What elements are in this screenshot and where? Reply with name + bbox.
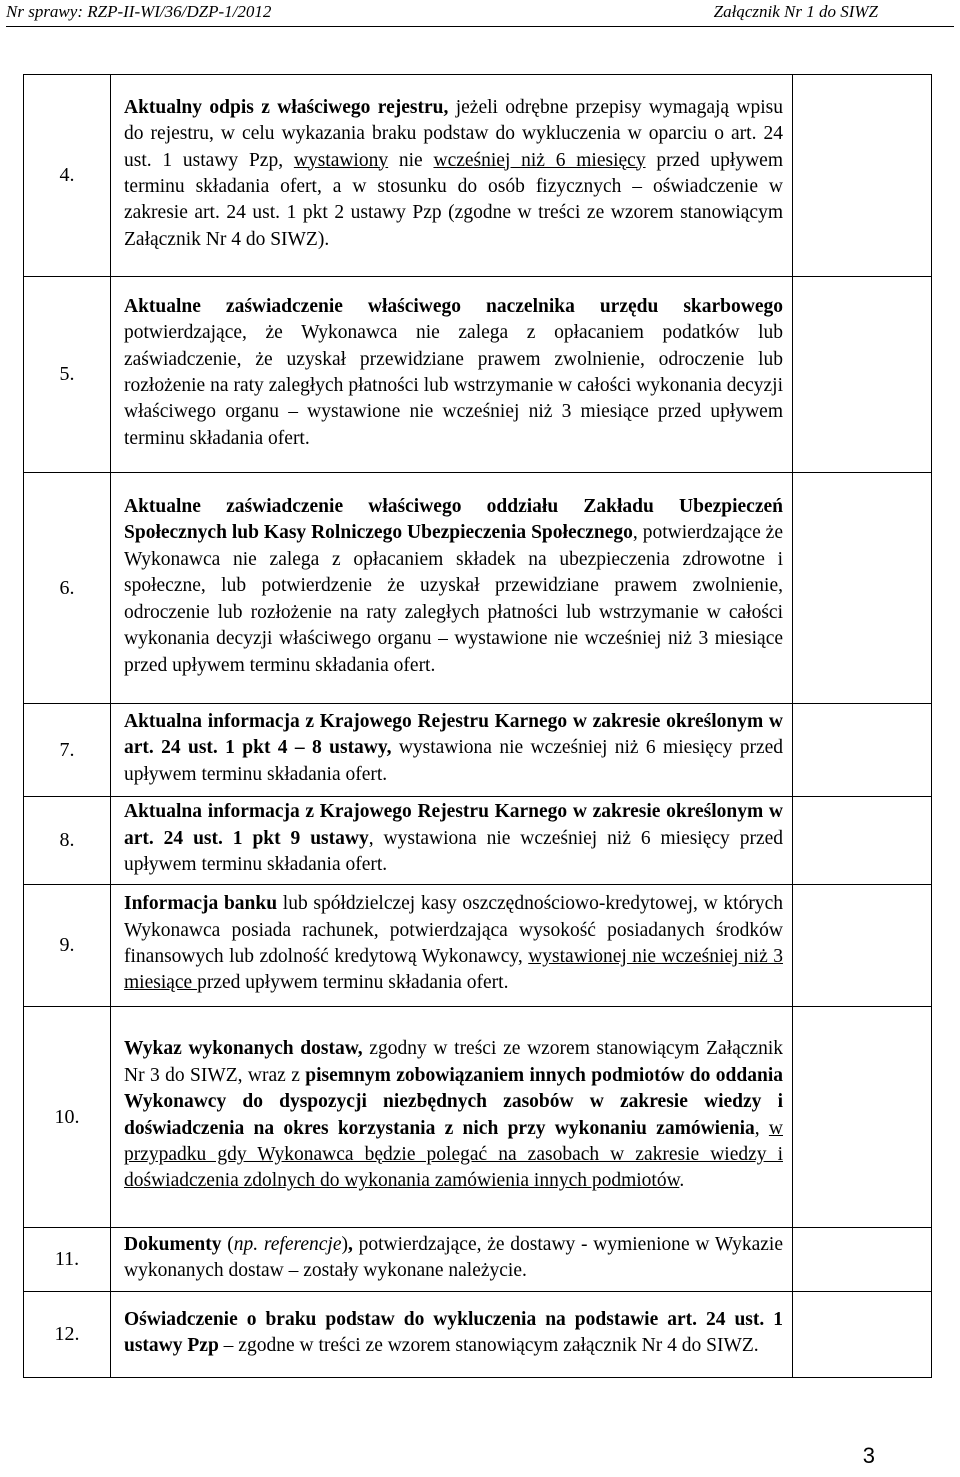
text-segment: Dokumenty (124, 1233, 222, 1255)
header-attachment-label: Załącznik Nr 1 do SIWZ (713, 2, 878, 21)
empty-cell (793, 277, 932, 473)
empty-cell (793, 1292, 932, 1378)
text-segment: Oświadczenie o braku podstaw do wykluczenia na podstawie art. 24 ust. 1 ustawy Pzp (124, 1308, 783, 1356)
text-segment: jeżeli odrębne przepisy wymagają wpisu do rejestru, w celu wykazania braku podstaw do wykluczenia w oparciu o art. 24 ust. 1 ustawy Pzp, (124, 96, 784, 171)
text-segment: zgodny w treści ze wzorem stanowiącym Załącznik Nr 3 do SIWZ, wraz z (124, 1038, 784, 1086)
requirement-text (111, 1292, 793, 1378)
table-row (24, 473, 932, 704)
row-number: 8. (24, 797, 111, 885)
text-segment: Aktualne zaświadczenie właściwego naczelnika urzędu skarbowego (124, 295, 783, 317)
row-number: 11. (24, 1228, 111, 1292)
table-row (24, 1228, 932, 1292)
documents-table (23, 74, 932, 1378)
text-segment: Informacja banku (124, 893, 278, 915)
text-segment: , (754, 1117, 769, 1139)
requirement-text (111, 473, 793, 704)
text-segment: Aktualna informacja z Krajowego Rejestru Karnego w zakresie określonym w art. 24 ust. 1 pkt 4 – 8 ustawy, (124, 710, 783, 759)
table-row (24, 885, 932, 1007)
row-number: 12. (24, 1292, 111, 1378)
text-segment: ( (221, 1233, 234, 1255)
table-row (24, 1292, 932, 1378)
header-case-number: Nr sprawy: RZP-II-WI/36/DZP-1/2012 (6, 2, 272, 21)
text-segment: Aktualna informacja z Krajowego Rejestru Karnego w zakresie określonym w art. 24 ust. 1 pkt 9 ustawy (124, 801, 783, 849)
header-rule (6, 26, 954, 27)
requirement-text (111, 75, 793, 277)
text-segment: lub spółdzielczej kasy oszczędnościowo-kredytowej, w których Wykonawca posiada rachunek, potwierdzająca wysokość posiadanych środków finansowych lub zdolność kredytową Wykonawcy, (124, 893, 784, 967)
text-segment: wystawiony (293, 149, 389, 171)
text-segment: – zgodne w treści ze wzorem stanowiącym załącznik Nr 4 do SIWZ. (218, 1335, 759, 1356)
requirement-text (111, 797, 793, 885)
text-segment: potwierdzające, że dostawy - wymienione w Wykazie wykonanych dostaw – zostały wykonane należycie. (124, 1233, 783, 1281)
table-row (24, 75, 932, 277)
text-segment: , (347, 1233, 353, 1255)
text-segment: wcześniej niż 6 miesięcy (433, 149, 646, 171)
text-segment: , potwierdzające że Wykonawca nie zalega z opłacaniem składek na ubezpieczenia zdrowotne i społeczne, lub potwierdzenie że uzyskał przewidziane prawem zwolnienie, odroczenie lub rozłożenie na raty zaległych płatności lub wstrzymanie w całości wykonania decyzji właściwego organu – wystawione nie wcześniej niż 3 miesiące przed upływem terminu składania ofert. (124, 522, 783, 676)
row-number: 6. (24, 473, 111, 704)
page-number: 3 (862, 1443, 875, 1468)
empty-cell (793, 1228, 932, 1292)
table-row (24, 704, 932, 797)
requirement-text (111, 277, 793, 473)
text-segment: Wykaz wykonanych dostaw, (124, 1038, 363, 1060)
text-segment: pisemnym zobowiązaniem innych podmiotów do oddania Wykonawcy do dyspozycji niezbędnych zasobów w zakresie wiedzy i doświadczenia na okres korzystania z nich przy wykonaniu zamówienia (124, 1064, 783, 1139)
requirement-text (111, 704, 793, 797)
empty-cell (793, 885, 932, 1007)
text-segment: ) (341, 1233, 348, 1255)
requirement-text (111, 1007, 793, 1228)
row-number: 10. (24, 1007, 111, 1228)
row-number: 9. (24, 885, 111, 1007)
table-row (24, 797, 932, 885)
text-segment: Aktualne zaświadczenie właściwego oddziału Zakładu Ubezpieczeń Społecznych lub Kasy Rolniczego Ubezpieczenia Społecznego (124, 496, 783, 544)
text-segment: np. referencje (233, 1233, 342, 1255)
text-segment: , wystawiona nie wcześniej niż 6 miesięcy przed upływem terminu składania ofert. (124, 827, 784, 876)
text-segment: . (679, 1170, 685, 1192)
empty-cell (793, 75, 932, 277)
text-segment: wystawionej nie wcześniej niż 3 miesiące (124, 946, 783, 994)
row-number: 4. (24, 75, 111, 277)
text-segment: Aktualny odpis z właściwego rejestru, (124, 96, 449, 118)
text-segment: wystawiona nie wcześniej niż 6 miesięcy przed upływem terminu składania ofert. (124, 737, 783, 785)
empty-cell (793, 473, 932, 704)
text-segment: w przypadku gdy Wykonawca będzie polegać na zasobach w zakresie wiedzy i doświadczenia zdolnych do wykonania zamówienia innych podmiotów (124, 1117, 783, 1192)
requirement-text (111, 1228, 793, 1292)
empty-cell (793, 704, 932, 797)
requirement-text (111, 885, 793, 1007)
empty-cell (793, 1007, 932, 1228)
text-segment: potwierdzające, że Wykonawca nie zalega z opłacaniem podatków lub zaświadczenie, że uzyskał przewidziane prawem zwolnienie, odroczenie lub rozłożenie na raty zaległych płatności lub wstrzymanie w całości wykonania decyzji właściwego organu – wystawione nie wcześniej niż 3 miesiące przed upływem terminu składania ofert. (124, 322, 783, 449)
row-number: 5. (24, 277, 111, 473)
empty-cell (793, 797, 932, 885)
text-segment: przed upływem terminu składania ofert, a w stosunku do osób fizycznych – oświadczenie w zakresie art. 24 ust. 1 pkt 2 ustawy Pzp (zgodne w treści ze wzorem stanowiącym Załącznik Nr 4 do SIWZ). (124, 149, 784, 250)
table-row (24, 277, 932, 473)
text-segment: przed upływem terminu składania ofert. (197, 972, 509, 994)
row-number: 7. (24, 704, 111, 797)
text-segment: nie (388, 149, 434, 171)
table-row (24, 1007, 932, 1228)
